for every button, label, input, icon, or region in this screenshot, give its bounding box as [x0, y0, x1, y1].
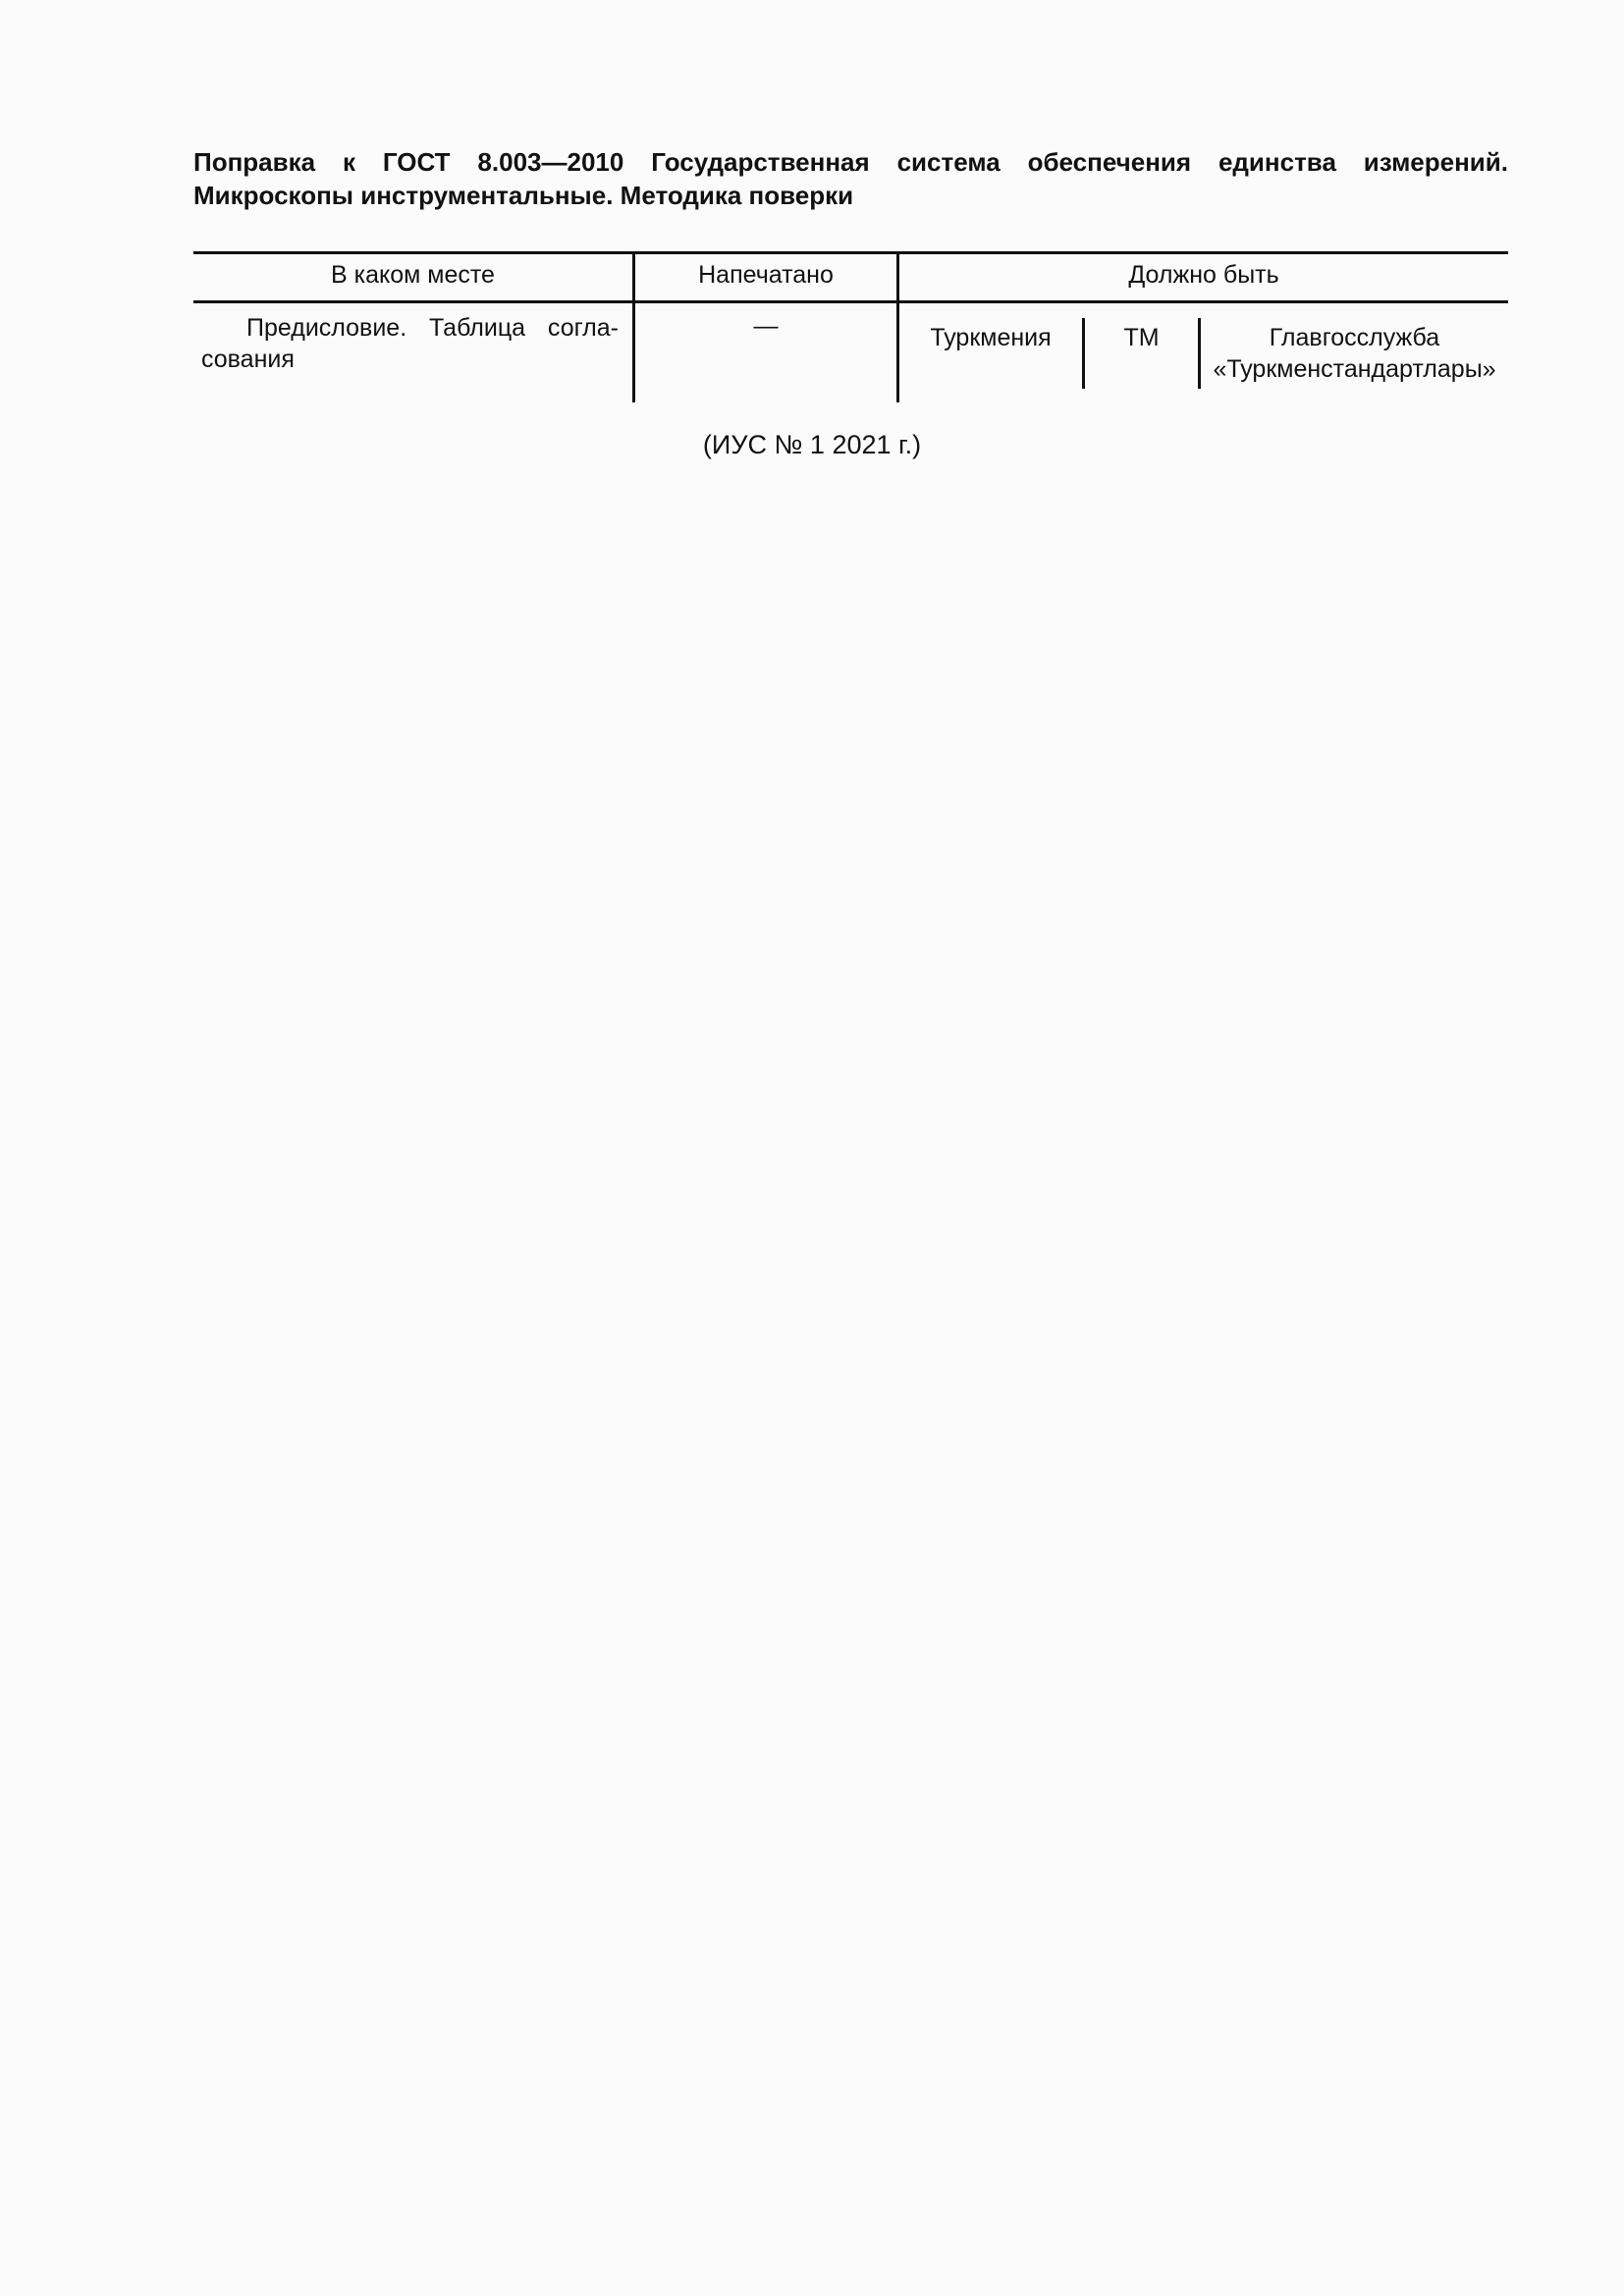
- table-header-rule: [193, 300, 1508, 303]
- cell-printed: —: [753, 312, 779, 340]
- header-should-be: Должно быть: [1128, 261, 1279, 289]
- title-line-2: Микроскопы инструментальные. Методика поверки: [193, 181, 854, 210]
- table-top-rule: [193, 251, 1508, 254]
- cell-place: Предисловие. Таблица согла-сования: [201, 314, 619, 373]
- publication-reference: (ИУС № 1 2021 г.): [702, 430, 922, 459]
- header-place: В каком месте: [331, 261, 495, 289]
- cell-organization: Главгосслужба «Туркменстандартлары»: [1213, 324, 1496, 383]
- cell-country-code: ТМ: [1123, 324, 1160, 351]
- correction-table: [193, 251, 1508, 402]
- header-printed: Напечатано: [698, 261, 834, 289]
- cell-country: Туркмения: [930, 324, 1052, 351]
- document-title: [193, 145, 1508, 212]
- title-line-1: Поправка к ГОСТ 8.003—2010 Государственная система обеспечения единства измерений.: [193, 147, 1508, 177]
